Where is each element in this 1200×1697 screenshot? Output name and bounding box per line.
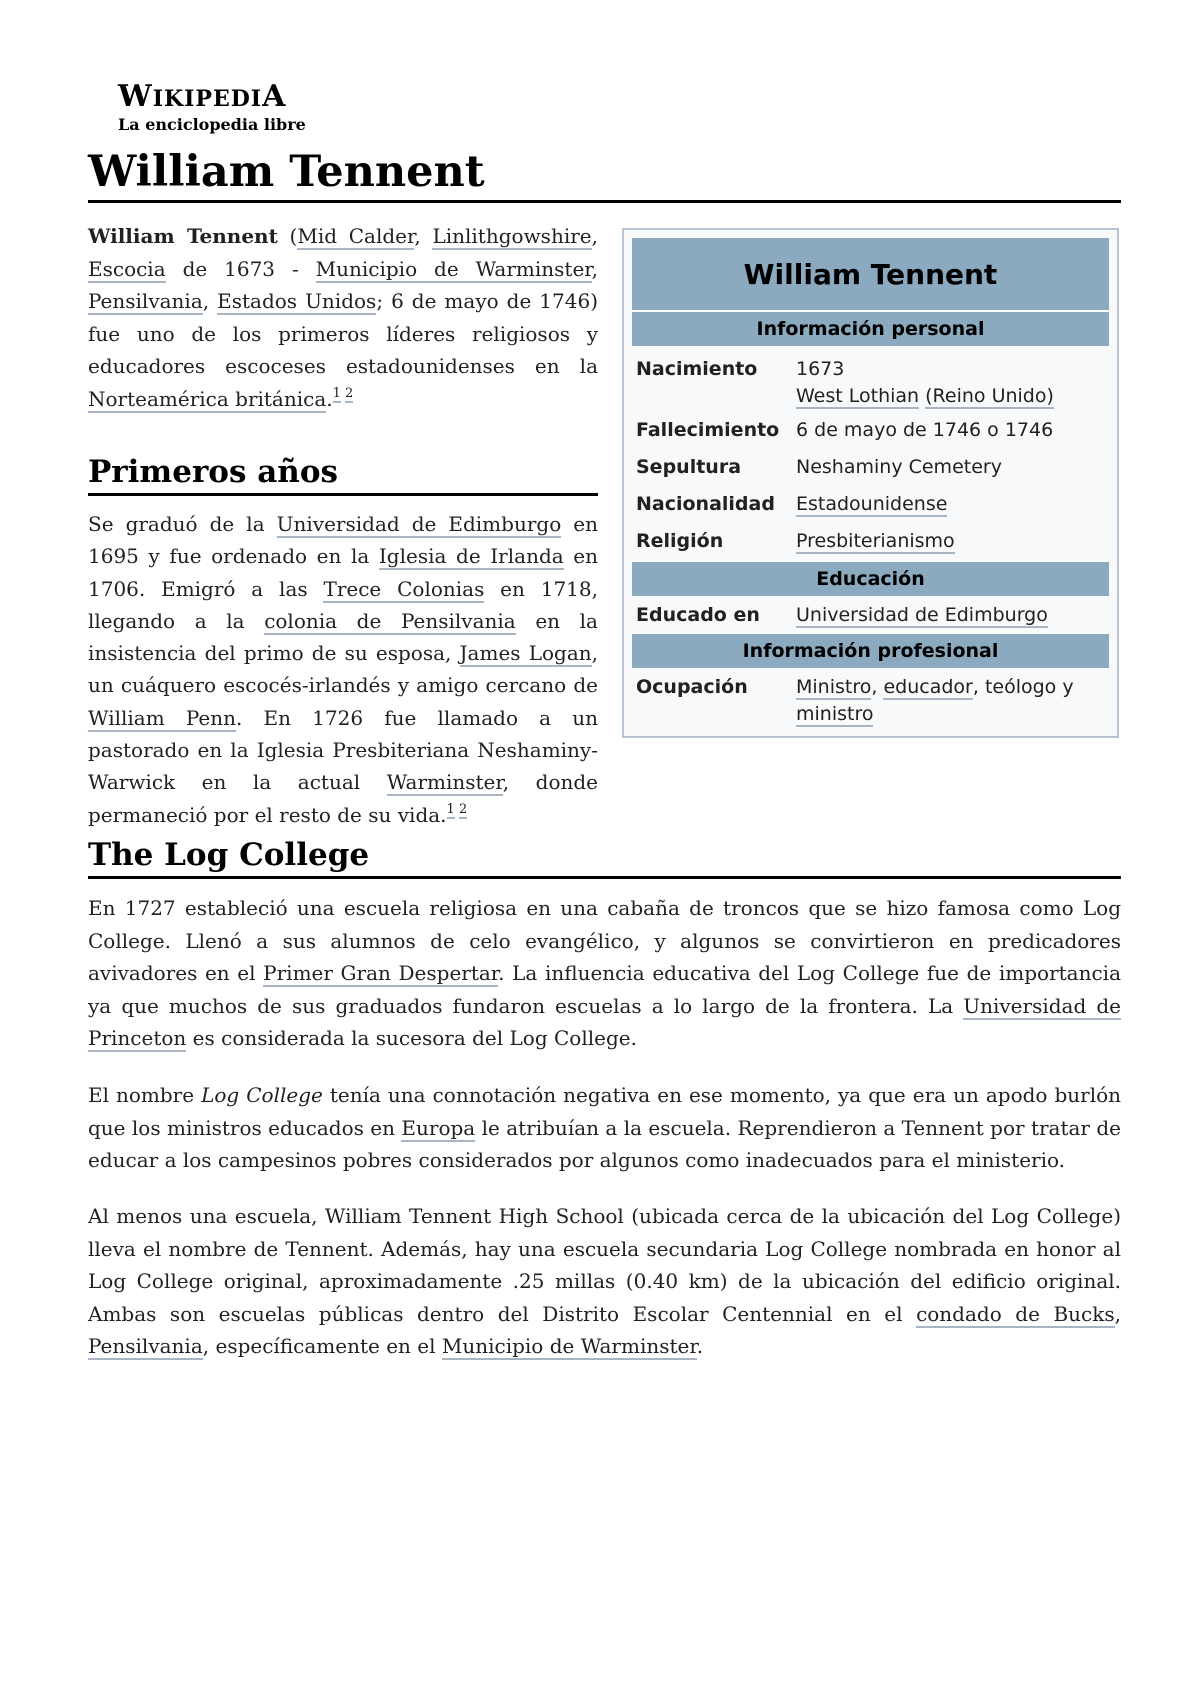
infobox-row-birth	[636, 356, 1106, 412]
occupation-value: Ministro, educador, teólogo y ministro	[796, 676, 1074, 725]
infobox-row-occupation	[636, 674, 1106, 730]
birth-label: Nacimiento	[636, 358, 758, 380]
link-reino-unido[interactable]: (Reino Unido)	[925, 385, 1054, 407]
link-condado-bucks[interactable]: condado de Bucks	[916, 1301, 1115, 1326]
link-mid-calder[interactable]: Mid Calder	[297, 224, 415, 248]
link-pensilvania[interactable]: Pensilvania	[88, 289, 203, 313]
section-heading-primeros-anos: Primeros años	[88, 451, 598, 496]
link-europa[interactable]: Europa	[401, 1115, 476, 1140]
reference-link[interactable]: 1	[332, 385, 341, 401]
infobox-title: William Tennent	[632, 238, 1109, 310]
infobox-header-education: Educación	[632, 562, 1109, 596]
link-pensilvania-2[interactable]: Pensilvania	[88, 1334, 203, 1358]
link-ministro-2[interactable]: ministro	[796, 703, 874, 725]
wikipedia-logo[interactable]	[118, 79, 306, 134]
link-municipio-warminster[interactable]: Municipio de Warminster	[315, 256, 592, 281]
occupation-label: Ocupación	[636, 676, 748, 698]
link-linlithgowshire[interactable]: Linlithgowshire	[432, 224, 592, 248]
link-west-lothian[interactable]: West Lothian	[796, 385, 920, 407]
death-label: Fallecimiento	[636, 419, 780, 441]
link-iglesia-irlanda[interactable]: Iglesia de Irlanda	[378, 544, 564, 569]
link-ministro[interactable]: Ministro	[796, 676, 872, 698]
link-warminster[interactable]: Warminster	[386, 770, 503, 795]
infobox	[622, 228, 1119, 738]
section-heading-log-college: The Log College	[88, 834, 1121, 879]
link-william-penn[interactable]: William Penn	[88, 705, 237, 730]
religion-label: Religión	[636, 530, 724, 552]
logo-wordmark: WIKIPEDIA	[118, 79, 287, 114]
reference-link[interactable]: 2	[345, 385, 354, 401]
educated-label: Educado en	[636, 604, 760, 626]
log-college-paragraph-3: Al menos una escuela, William Tennent High School (ubicada cerca de la ubicación del Log College) lleva el nombre de Tennent. Además, hay una escuela secundaria Log College nombrada en honor al Log College original, aproximadamente .25 millas (0.40 km) de la ubicación del edificio original. Ambas son escuelas públicas dentro del Distrito Escolar Centennial en el condado de Bucks, Pensilvania, específicamente en el Municipio de Warminster.	[88, 1204, 1121, 1358]
logo-tagline: La enciclopedia libre	[118, 115, 306, 134]
infobox-header-professional: Información profesional	[632, 634, 1109, 668]
infobox-header-personal: Información personal	[632, 312, 1109, 346]
link-estados-unidos[interactable]: Estados Unidos	[217, 289, 377, 313]
birth-year: 1673	[796, 358, 845, 380]
link-colonia-pensilvania[interactable]: colonia de Pensilvania	[264, 608, 516, 633]
italic-log-college: Log College	[201, 1083, 323, 1107]
link-trece-colonias[interactable]: Trece Colonias	[323, 576, 485, 601]
reference-link[interactable]: 1	[446, 801, 455, 817]
link-james-logan[interactable]: James Logan	[459, 641, 592, 666]
link-universidad-edimburgo[interactable]: Universidad de Edimburgo	[276, 512, 562, 536]
death-value: 6 de mayo de 1746 o 1746	[796, 419, 1054, 441]
link-presbiterianismo[interactable]: Presbiterianismo	[796, 530, 955, 552]
reference-link[interactable]: 2	[458, 801, 468, 817]
burial-value: Neshaminy Cemetery	[796, 456, 1002, 478]
link-universidad-princeton[interactable]: Universidad de Princeton	[88, 993, 1121, 1050]
log-college-paragraph-2: El nombre Log College tenía una connotación negativa en ese momento, ya que era un apodo burlón que los ministros educados en Europa le atribuían a la escuela. Reprendieron a Tennent por tratar de educar a los campesinos pobres considerados por algunos como inadecuados para el ministerio.	[88, 1083, 1122, 1172]
link-estadounidense[interactable]: Estadounidense	[796, 493, 948, 515]
lead-paragraph: William Tennent (Mid Calder, Linlithgowshire, Escocia de 1673 - Municipio de Warminster, Pensilvania, Estados Unidos; 6 de mayo de 1746) fue uno de los primeros líderes religiosos y educadores escoceses estadounidenses en la Norteamérica británica.$^{1 2}$	[88, 224, 599, 411]
nationality-label: Nacionalidad	[636, 493, 775, 515]
link-primer-gran-despertar[interactable]: Primer Gran Despertar	[263, 961, 499, 985]
birth-value	[796, 356, 1106, 410]
link-escocia[interactable]: Escocia	[88, 256, 166, 281]
page-title: William Tennent	[88, 146, 1121, 203]
link-norteamerica-britanica[interactable]: Norteamérica británica	[88, 386, 327, 411]
link-educador[interactable]: educador	[883, 676, 973, 698]
link-municipio-warminster-2[interactable]: Municipio de Warminster	[441, 1334, 697, 1358]
lead-bold-name: William Tennent	[88, 224, 278, 248]
log-college-paragraph-1: En 1727 estableció una escuela religiosa en una cabaña de troncos que se hizo famosa como Log College. Llenó a sus alumnos de celo evangélico, y algunos se convirtieron en predicadores avivadores en el Primer Gran Despertar. La influencia educativa del Log College fue de importancia ya que muchos de sus graduados fundaron escuelas a lo largo de la frontera. La Universidad de Princeton es considerada la sucesora del Log College.	[88, 896, 1121, 1050]
early-years-paragraph: Se graduó de la Universidad de Edimburgo en 1695 y fue ordenado en la Iglesia de Irlanda en 1706. Emigró a las Trece Colonias en 1718, llegando a la colonia de Pensilvania en la insistencia del primo de su esposa, James Logan, un cuáquero escocés-irlandés y amigo cercano de William Penn. En 1726 fue llamado a un pastorado en la Iglesia Presbiteriana Neshaminy-Warwick en la actual Warminster, donde permaneció por el resto de su vida.$^{1 2}$	[88, 512, 599, 827]
burial-label: Sepultura	[636, 456, 742, 478]
link-universidad-edimburgo-ib[interactable]: Universidad de Edimburgo	[796, 604, 1048, 626]
